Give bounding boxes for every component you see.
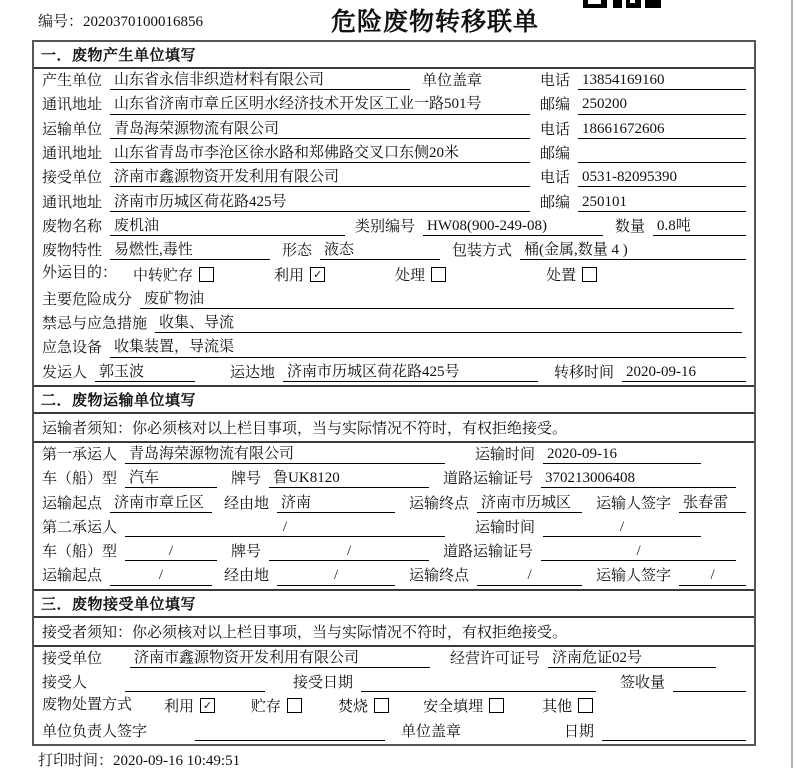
option-treat: [395, 264, 446, 285]
option-label: 贮存: [251, 699, 282, 716]
origin-label: 运输起点: [42, 568, 103, 585]
category-value: HW08(900-249-08): [423, 218, 603, 236]
vehicle1-row: [34, 467, 754, 491]
receiver-phone-value: 0531-82095390: [578, 169, 746, 187]
transport-time-label: 运输时间: [475, 519, 536, 536]
via-label: 经由地: [224, 568, 270, 585]
first-carrier-value: 青岛海荣源物流有限公司: [125, 446, 445, 464]
accept-unit-row: [34, 647, 754, 671]
receiver-row: [34, 166, 754, 190]
qr-code-fragment: [583, 0, 663, 8]
hazard-value: 废矿物油: [140, 291, 734, 309]
shipper-value: 郭玉波: [95, 364, 195, 382]
destination-value: 济南市历城区荷花路425号: [283, 364, 538, 382]
option-dispose: [546, 264, 597, 285]
checkbox-icon: [578, 698, 593, 713]
sign-qty-value: [673, 675, 746, 692]
disposal-method-row: [34, 695, 754, 719]
producer-row: [34, 69, 754, 93]
option-label: 处理: [395, 267, 426, 284]
transporter-zip-value: [578, 146, 746, 163]
plate2-value: /: [269, 543, 429, 561]
date-label: 日期: [564, 723, 595, 740]
option-label: 其他: [542, 699, 573, 716]
producer-phone-value: 13854169160: [578, 72, 746, 90]
transporter-address-row: [34, 142, 754, 166]
zip-label: 邮编: [539, 145, 570, 162]
receiver-address-row: [34, 190, 754, 214]
origin1-value: 济南市章丘区: [110, 495, 212, 513]
transporter-row: [34, 118, 754, 142]
purpose-label: 外运目的：: [42, 265, 118, 282]
date-value: [602, 724, 746, 741]
equipment-label: 应急设备: [42, 340, 103, 357]
print-time-label: 打印时间：: [38, 753, 114, 768]
route1-row: [34, 491, 754, 515]
zip-label: 邮编: [539, 194, 570, 211]
second-carrier-row: [34, 516, 754, 540]
print-time: [38, 749, 240, 768]
page-edge-line: [791, 0, 793, 768]
transfer-time-value: 2020-09-16: [622, 364, 746, 382]
checkbox-checked-icon: ✓: [200, 698, 215, 713]
plate-label: 牌号: [231, 544, 262, 561]
first-transport-time-value: 2020-09-16: [543, 446, 701, 464]
packaging-value: 桶(金属,数量 4 ): [520, 242, 746, 260]
option-utilize: [274, 264, 325, 285]
producer-label: 产生单位: [42, 73, 103, 90]
producer-address-value: 山东省济南市章丘区明水经济技术开发区工业一路501号: [110, 96, 530, 114]
license-value: 济南危证02号: [548, 650, 716, 668]
page-title: 危险废物转移联单: [331, 9, 540, 36]
vehicle1-type-value: 汽车: [125, 470, 217, 488]
section2-header: 二．废物运输单位填写: [34, 385, 754, 414]
road-cert2-value: /: [541, 543, 736, 561]
checkbox-icon: [582, 267, 597, 282]
waste-name-row: [34, 215, 754, 239]
checkbox-icon: [431, 267, 446, 282]
endpoint-label: 运输终点: [409, 495, 470, 512]
transfer-form: [32, 40, 756, 746]
option-other: [542, 695, 593, 716]
endpoint1-value: 济南市历城区: [477, 495, 582, 513]
option-storage: [251, 695, 302, 716]
option-label: 中转贮存: [133, 267, 194, 284]
section1-header: 一．废物产生单位填写: [34, 42, 754, 69]
hazard-component-row: [34, 288, 754, 312]
road-cert-label: 道路运输证号: [443, 471, 534, 488]
option-label: 处置: [546, 267, 577, 284]
serial-value: 2020370100016856: [83, 14, 204, 30]
vehicle-type-label: 车（船）型: [42, 544, 118, 561]
purpose-row: [34, 263, 754, 287]
quantity-value: 0.8吨: [653, 218, 746, 236]
checkbox-icon: [489, 698, 504, 713]
responsible-sign-row: [34, 720, 754, 744]
address-label: 通讯地址: [42, 145, 103, 162]
receiver-notice: 接受者须知：你必须核对以上栏目事项，当与实际情况不符时，有权拒绝接受。: [34, 618, 754, 647]
responsible-sign-value: [195, 724, 385, 741]
acceptor-value: [125, 675, 265, 692]
phone-label: 电话: [539, 170, 570, 187]
checkbox-icon: [374, 698, 389, 713]
accept-unit-value: 济南市鑫源物资开发利用有限公司: [130, 650, 430, 668]
transporter-sign2-value: /: [679, 567, 746, 585]
packaging-label: 包装方式: [452, 243, 513, 260]
option-label: 安全填埋: [423, 699, 484, 716]
transporter-notice: 运输者须知：你必须核对以上栏目事项，当与实际情况不符时，有权拒绝接受。: [34, 414, 754, 443]
waste-name-value: 废机油: [110, 218, 345, 236]
producer-zip-value: 250200: [578, 96, 746, 114]
waste-characteristic-row: [34, 239, 754, 263]
receiver-address-value: 济南市历城区荷花路425号: [110, 194, 530, 212]
option-incinerate: [338, 695, 389, 716]
vehicle-type-label: 车（船）型: [42, 471, 118, 488]
origin2-value: /: [110, 567, 212, 585]
accept-unit-label: 接受单位: [42, 650, 103, 667]
checkbox-icon: [199, 267, 214, 282]
phone-label: 电话: [539, 73, 570, 90]
receiver-zip-value: 250101: [578, 194, 746, 212]
option-label: 焚烧: [338, 699, 369, 716]
shipper-label: 发运人: [42, 364, 88, 381]
equipment-value: 收集装置，导流渠: [110, 339, 746, 357]
form-value: 液态: [320, 242, 440, 260]
accept-date-value: [361, 675, 596, 692]
address-label: 通讯地址: [42, 97, 103, 114]
unit-seal-label: 单位盖章: [422, 73, 483, 90]
route2-row: [34, 564, 754, 588]
first-carrier-label: 第一承运人: [42, 446, 118, 463]
taboo-value: 收集、导流: [155, 315, 742, 333]
road-cert1-value: 370213006408: [541, 470, 736, 488]
endpoint2-value: /: [477, 567, 582, 585]
receiver-value: 济南市鑫源物资开发利用有限公司: [110, 169, 530, 187]
via2-value: /: [277, 567, 395, 585]
taboo-label: 禁忌与应急措施: [42, 316, 148, 333]
transporter-sign-label: 运输人签字: [596, 495, 672, 512]
phone-label: 电话: [539, 121, 570, 138]
plate1-value: 鲁UK8120: [269, 470, 429, 488]
transport-time-label: 运输时间: [475, 446, 536, 463]
section3-header: 三．废物接受单位填写: [34, 589, 754, 618]
destination-label: 运达地: [230, 364, 276, 381]
transporter-address-value: 山东省青岛市李沧区徐水路和郑佛路交叉口东侧20米: [110, 145, 530, 163]
print-time-value: 2020-09-16 10:49:51: [113, 753, 241, 768]
via-label: 经由地: [224, 495, 270, 512]
endpoint-label: 运输终点: [409, 568, 470, 585]
transporter-label: 运输单位: [42, 121, 103, 138]
acceptor-label: 接受人: [42, 674, 88, 691]
address-label: 通讯地址: [42, 194, 103, 211]
accept-date-label: 接受日期: [293, 674, 354, 691]
emergency-equipment-row: [34, 336, 754, 360]
receiver-label: 接受单位: [42, 170, 103, 187]
vehicle2-type-value: /: [125, 543, 217, 561]
category-label: 类别编号: [355, 218, 416, 235]
origin-label: 运输起点: [42, 495, 103, 512]
responsible-sign-label: 单位负责人签字: [42, 723, 148, 740]
license-label: 经营许可证号: [450, 650, 541, 667]
road-cert-label: 道路运输证号: [443, 544, 534, 561]
checkbox-checked-icon: ✓: [310, 267, 325, 282]
transporter-sign1-value: 张春雷: [679, 495, 746, 513]
transporter-value: 青岛海荣源物流有限公司: [110, 121, 530, 139]
disposal-method-label: 废物处置方式: [42, 697, 133, 714]
waste-name-label: 废物名称: [42, 218, 103, 235]
plate-label: 牌号: [231, 471, 262, 488]
via1-value: 济南: [277, 495, 395, 513]
transfer-time-label: 转移时间: [554, 364, 615, 381]
form-label: 形态: [282, 243, 313, 260]
serial-label: 编号：: [38, 14, 84, 30]
producer-address-row: [34, 93, 754, 117]
option-label: 利用: [274, 267, 305, 284]
taboo-measures-row: [34, 312, 754, 336]
first-carrier-row: [34, 443, 754, 467]
acceptor-row: [34, 671, 754, 695]
transporter-sign-label: 运输人签字: [596, 568, 672, 585]
producer-value: 山东省永信非织造材料有限公司: [110, 72, 410, 90]
quantity-label: 数量: [615, 218, 646, 235]
serial-number: [38, 10, 203, 31]
second-carrier-value: /: [125, 519, 445, 537]
sign-qty-label: 签收量: [620, 674, 666, 691]
characteristic-value: 易燃性,毒性: [110, 242, 270, 260]
option-label: 利用: [164, 699, 195, 716]
option-transfer-storage: [133, 264, 214, 285]
hazard-label: 主要危险成分: [42, 291, 133, 308]
checkbox-icon: [287, 698, 302, 713]
unit-seal-label: 单位盖章: [401, 723, 462, 740]
zip-label: 邮编: [539, 97, 570, 114]
characteristic-label: 废物特性: [42, 243, 103, 260]
second-transport-time-value: /: [543, 519, 701, 537]
shipper-row: [34, 361, 754, 385]
option-landfill: [423, 695, 504, 716]
transporter-phone-value: 18661672606: [578, 121, 746, 139]
option-utilize: [164, 695, 215, 716]
second-carrier-label: 第二承运人: [42, 519, 118, 536]
vehicle2-row: [34, 540, 754, 564]
